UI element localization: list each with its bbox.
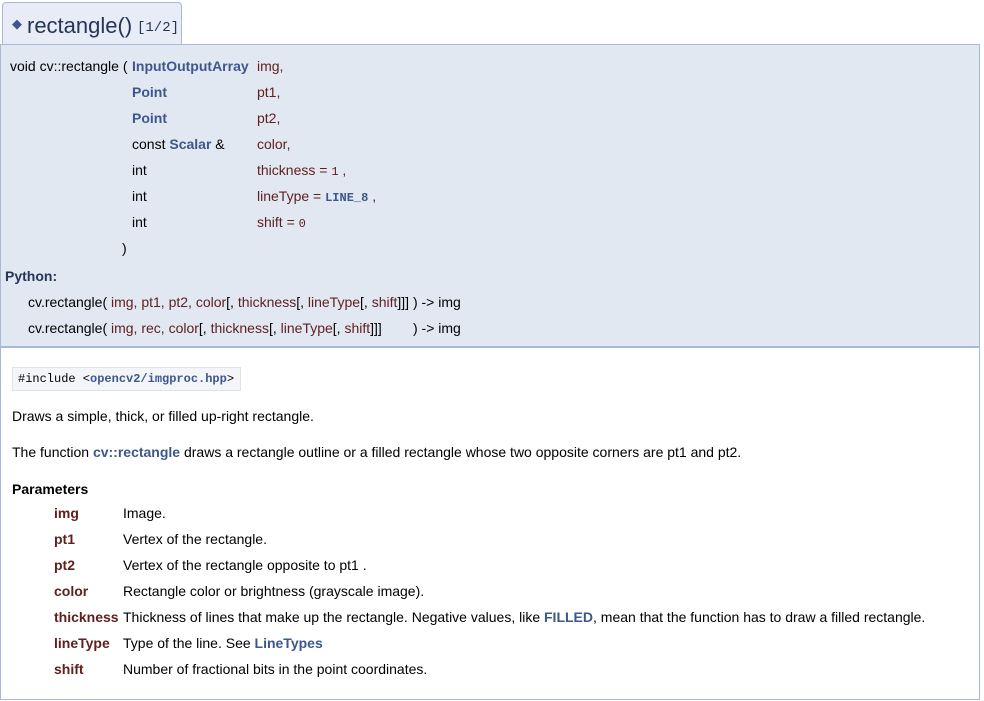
param-doc-name-linetype: lineType (54, 635, 110, 651)
param-doc-name-pt2: pt2 (54, 557, 75, 573)
type-link-point[interactable]: Point (132, 84, 167, 100)
param-name-pt2: pt2, (257, 110, 281, 126)
python-signature-2: cv.rectangle( img, rec, color[, thickness[, lineType[, shift]]] (28, 320, 382, 336)
param-shift-default: shift = 0 (257, 214, 306, 231)
include-header-link[interactable]: opencv2/imgproc.hpp (90, 372, 227, 386)
member-title: rectangle() (27, 13, 133, 38)
enum-link-filled[interactable]: FILLED (544, 609, 593, 625)
param-doc-desc-thickness: Thickness of lines that make up the rectangle. Negative values, like FILLED, mean that the function has to draw a filled rectangle. (123, 609, 926, 625)
param-name-img: img, (257, 58, 284, 74)
documentation-body (0, 348, 980, 700)
include-line: #include <opencv2/imgproc.hpp> (12, 367, 241, 391)
param-thickness-default: thickness = 1 , (257, 162, 347, 179)
param-type-shift: int (132, 214, 147, 230)
type-link-scalar[interactable]: Scalar (169, 136, 212, 152)
param-doc-desc-pt2: Vertex of the rectangle opposite to pt1 . (123, 557, 367, 573)
param-doc-desc-pt1: Vertex of the rectangle. (123, 531, 267, 547)
param-type-thickness: int (132, 162, 147, 178)
param-type-img (132, 58, 249, 74)
param-type-pt1 (132, 84, 167, 100)
param-name-color: color, (257, 136, 291, 152)
signature-close-paren: ) (122, 240, 127, 256)
param-doc-name-pt1: pt1 (54, 531, 75, 547)
enum-link-linetypes[interactable]: LineTypes (254, 635, 323, 651)
param-doc-desc-color: Rectangle color or brightness (grayscale image). (123, 583, 425, 599)
summary-text: Draws a simple, thick, or filled up-right rectangle. (12, 408, 314, 424)
param-doc-desc-img: Image. (123, 505, 166, 521)
description-text: The function cv::rectangle draws a rectangle outline or a filled rectangle whose two opposite corners are pt1 and pt2. (12, 444, 742, 460)
python-signature-2-return: ) -> img (413, 320, 461, 336)
param-type-linetype: int (132, 188, 147, 204)
prototype-box (0, 44, 980, 348)
function-signature-head: void cv::rectangle ( (10, 58, 128, 74)
param-doc-desc-shift: Number of fractional bits in the point coordinates. (123, 661, 428, 677)
enum-link-line8[interactable]: LINE_8 (325, 191, 369, 205)
param-doc-name-color: color (54, 583, 89, 599)
param-name-pt1: pt1, (257, 84, 281, 100)
member-tab (2, 2, 182, 44)
parameters-heading: Parameters (12, 481, 89, 497)
param-type-pt2 (132, 110, 167, 126)
type-link-inputoutputarray[interactable]: InputOutputArray (132, 58, 249, 74)
param-doc-name-thickness: thickness (54, 609, 119, 625)
type-link-point[interactable]: Point (132, 110, 167, 126)
param-type-color: const Scalar & (132, 136, 225, 152)
overload-indicator: [1/2] (137, 20, 180, 36)
diamond-icon: ◆ (12, 16, 22, 31)
param-doc-name-shift: shift (54, 661, 84, 677)
python-signature-1: cv.rectangle( img, pt1, pt2, color[, thickness[, lineType[, shift]]] ) -> img (28, 294, 461, 310)
python-label: Python: (5, 268, 58, 284)
param-doc-name-img: img (54, 505, 79, 521)
param-linetype-default: lineType = LINE_8 , (257, 188, 377, 205)
param-doc-desc-linetype: Type of the line. See LineTypes (123, 635, 323, 651)
function-link-rectangle[interactable]: cv::rectangle (92, 444, 181, 460)
